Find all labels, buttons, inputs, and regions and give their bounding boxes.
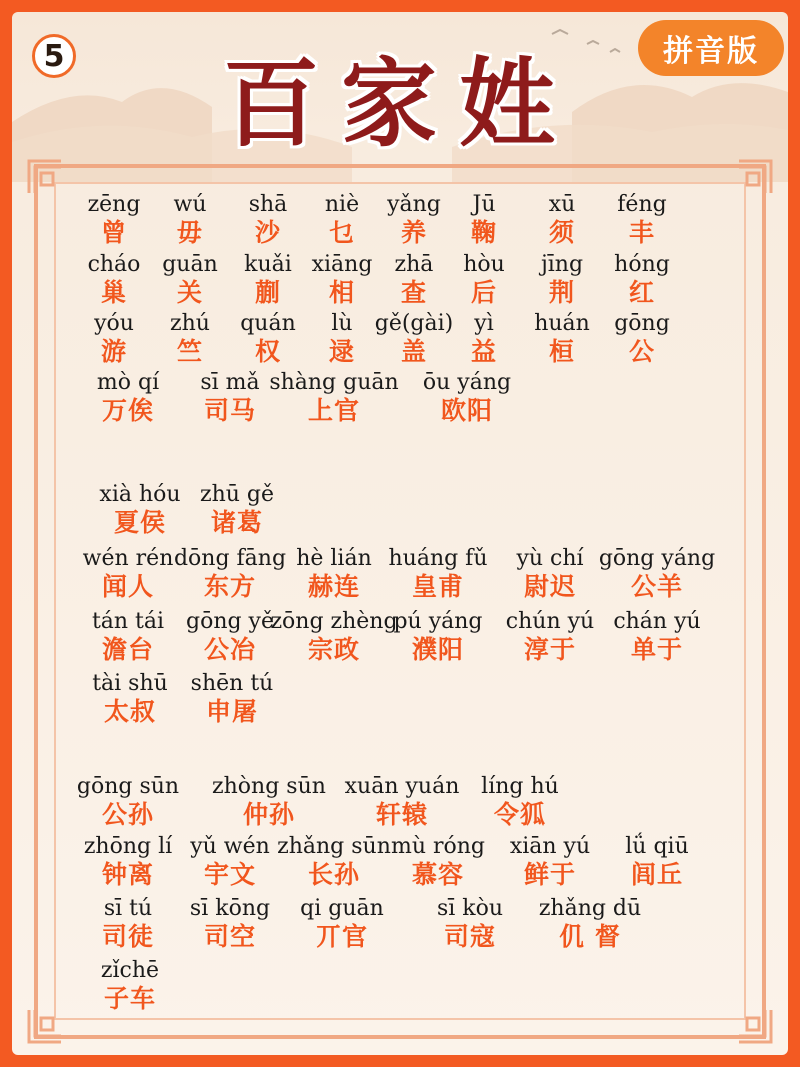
surname-characters: 仲孙	[242, 800, 295, 829]
pinyin-label: jīng	[540, 252, 584, 277]
surname-characters: 诸葛	[210, 508, 263, 537]
surname-characters: 濮阳	[411, 635, 464, 664]
page-number-badge: 5	[32, 34, 76, 78]
surname-characters: 令狐	[493, 800, 546, 829]
surname-characters: 上官	[307, 396, 360, 425]
pinyin-label: líng hú	[481, 774, 559, 799]
surname-characters: 轩辕	[375, 800, 428, 829]
pinyin-label: chán yú	[613, 609, 701, 634]
surname-characters: 赫连	[307, 572, 360, 601]
surname-characters: 皇甫	[411, 572, 464, 601]
pinyin-label: gōng yáng	[598, 546, 716, 571]
pinyin-label: pú yáng	[393, 609, 483, 634]
surname-characters: 养	[400, 218, 427, 247]
pinyin-label: huáng fǔ	[388, 546, 488, 571]
pinyin-label: gōng sūn	[76, 774, 180, 799]
surname-characters: 申屠	[205, 697, 258, 726]
pinyin-label: shēn tú	[190, 671, 274, 696]
pinyin-label: xiān yú	[509, 834, 591, 859]
surname-characters: 逯	[328, 337, 355, 366]
pinyin-label: guān	[162, 252, 218, 277]
surname-characters: 须	[548, 218, 575, 247]
surname-entry	[582, 609, 732, 665]
surname-entry	[582, 834, 732, 890]
surname-characters: 子车	[103, 984, 156, 1013]
surname-entry	[515, 896, 665, 952]
surname-characters: 单于	[630, 635, 683, 664]
pinyin-label: niè	[324, 192, 360, 217]
pinyin-label: tài shū	[92, 671, 168, 696]
surname-characters: 丰	[628, 218, 655, 247]
surname-entry	[392, 370, 542, 426]
pinyin-label: sī kōng	[189, 896, 271, 921]
pinyin-label: qi guān	[300, 896, 384, 921]
surname-characters: 鞠	[470, 218, 497, 247]
surname-entry	[567, 192, 717, 248]
pinyin-label: zhā	[394, 252, 434, 277]
surname-characters: 权	[254, 337, 281, 366]
pinyin-label: shā	[248, 192, 288, 217]
pinyin-label: mù róng	[390, 834, 486, 859]
pinyin-label: yì	[474, 311, 494, 336]
pinyin-label: yǎng	[387, 192, 441, 217]
pinyin-label: chún yú	[505, 609, 595, 634]
pinyin-label: wú	[173, 192, 207, 217]
pinyin-label: zǐchē	[100, 958, 160, 983]
pinyin-label: gōng yě	[185, 609, 275, 634]
surname-entry	[53, 774, 203, 830]
surname-entry	[567, 252, 717, 308]
surname-characters: 相	[328, 278, 355, 307]
pinyin-label: shàng guān	[269, 370, 399, 395]
surname-entry	[567, 311, 717, 367]
pinyin-label: hóng	[614, 252, 670, 277]
surname-characters: 盖	[400, 337, 427, 366]
surname-characters: 查	[400, 278, 427, 307]
pinyin-label: zhǎng dū	[538, 896, 642, 921]
pinyin-label: xū	[548, 192, 576, 217]
surname-characters: 曾	[100, 218, 127, 247]
pinyin-label: féng	[617, 192, 667, 217]
surname-characters: 后	[470, 278, 497, 307]
pinyin-version-badge: 拼音版	[638, 20, 784, 76]
surname-entry	[162, 482, 312, 538]
surname-characters: 闾丘	[630, 860, 683, 889]
surname-characters: 宗政	[307, 635, 360, 664]
surname-entry	[582, 546, 732, 602]
surname-characters: 东方	[203, 572, 256, 601]
pinyin-label: kuǎi	[244, 252, 292, 277]
surname-characters: 太叔	[103, 697, 156, 726]
pinyin-label: zhōng lí	[83, 834, 173, 859]
surname-characters: 闻人	[101, 572, 154, 601]
pinyin-label: gōng	[614, 311, 670, 336]
pinyin-label: gě(gài)	[374, 311, 454, 336]
surname-characters: 仉 督	[559, 922, 621, 951]
surname-characters: 长孙	[307, 860, 360, 889]
surname-characters: 荆	[548, 278, 575, 307]
surname-characters: 司马	[203, 396, 256, 425]
pinyin-label: zhòng sūn	[212, 774, 326, 799]
pinyin-label: zēng	[87, 192, 141, 217]
pinyin-label: sī tú	[103, 896, 153, 921]
surname-characters: 慕容	[411, 860, 464, 889]
surname-characters: 夏侯	[113, 508, 166, 537]
surname-characters: 欧阳	[440, 396, 493, 425]
surname-characters: 澹台	[101, 635, 154, 664]
surname-characters: 益	[470, 337, 497, 366]
pinyin-label: sī kòu	[436, 896, 504, 921]
surname-characters: 关	[176, 278, 203, 307]
pinyin-label: ōu yáng	[422, 370, 512, 395]
pinyin-label: cháo	[87, 252, 141, 277]
surname-characters: 红	[628, 278, 655, 307]
pinyin-label: quán	[240, 311, 296, 336]
surname-characters: 司徒	[101, 922, 154, 951]
surname-characters: 公羊	[630, 572, 683, 601]
pinyin-label: wén rén	[82, 546, 174, 571]
surname-characters: 鲜于	[523, 860, 576, 889]
surname-characters: 游	[100, 337, 127, 366]
surname-entry	[194, 774, 344, 830]
pinyin-label: tán tái	[91, 609, 165, 634]
surname-characters: 桓	[548, 337, 575, 366]
surname-entry	[157, 671, 307, 727]
page	[12, 12, 788, 1055]
pinyin-label: Jū	[472, 192, 496, 217]
surname-characters: 公	[628, 337, 655, 366]
surname-entry	[445, 774, 595, 830]
surname-characters: 司寇	[443, 922, 496, 951]
pinyin-label: zhǎng sūn	[277, 834, 391, 859]
surname-characters: 公冶	[203, 635, 256, 664]
surname-characters: 巢	[100, 278, 127, 307]
pinyin-label: zhū gě	[199, 482, 275, 507]
page-title: 百家姓	[223, 48, 577, 160]
pinyin-label: lù	[331, 311, 353, 336]
surname-entry	[55, 958, 205, 1014]
pinyin-label: xuān yuán	[344, 774, 460, 799]
surname-characters: 公孙	[101, 800, 154, 829]
surname-characters: 毋	[176, 218, 203, 247]
surname-characters: 沙	[254, 218, 281, 247]
surname-characters: 竺	[176, 337, 203, 366]
surname-characters: 乜	[328, 218, 355, 247]
surname-characters: 蒯	[254, 278, 281, 307]
surname-characters: 宇文	[203, 860, 256, 889]
pinyin-label: lǘ qiū	[625, 834, 689, 859]
pinyin-label: sī mǎ	[200, 370, 260, 395]
surname-entry	[259, 370, 409, 426]
pinyin-label: dōng fāng	[173, 546, 287, 571]
surname-characters: 尉迟	[523, 572, 576, 601]
surname-characters: 万俟	[101, 396, 154, 425]
pinyin-label: yǔ wén	[190, 834, 270, 859]
pinyin-label: hòu	[463, 252, 505, 277]
surname-list	[12, 12, 788, 1055]
surname-characters: 丌官	[315, 922, 368, 951]
pinyin-label: zōng zhèng	[270, 609, 398, 634]
pinyin-label: zhú	[170, 311, 210, 336]
pinyin-label: mò qí	[96, 370, 160, 395]
pinyin-label: hè lián	[296, 546, 372, 571]
pinyin-label: xiāng	[311, 252, 373, 277]
pinyin-label: yù chí	[516, 546, 584, 571]
surname-characters: 淳于	[523, 635, 576, 664]
pinyin-label: huán	[534, 311, 590, 336]
pinyin-label: xià hóu	[99, 482, 181, 507]
surname-characters: 司空	[203, 922, 256, 951]
surname-characters: 钟离	[101, 860, 154, 889]
pinyin-label: yóu	[94, 311, 134, 336]
